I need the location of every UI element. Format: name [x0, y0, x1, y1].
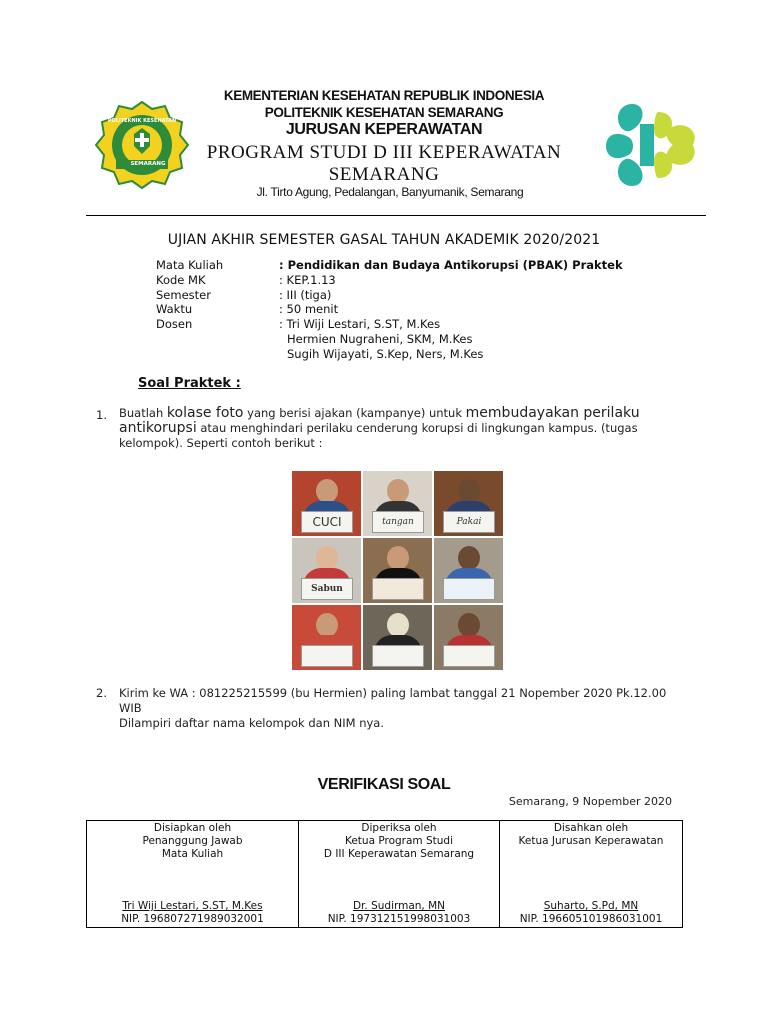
question-2-text	[119, 686, 699, 731]
prepared-name: Tri Wiji Lestari, S.ST, M.Kes	[122, 900, 263, 912]
program-city: SEMARANG	[328, 164, 440, 185]
checked-nip: NIP. 197312151998031003	[327, 913, 471, 925]
address: Jl. Tirto Agung, Pedalangan, Banyumanik, Semarang	[256, 185, 524, 199]
verification-title: VERIFIKASI SOAL	[317, 776, 451, 793]
q1-highlight-collage: kolase foto	[166, 405, 244, 421]
department-title: JURUSAN KEPERAWATAN	[285, 121, 483, 138]
checked-by: Diperiksa oleh	[361, 822, 437, 834]
value-course: : Pendidikan dan Budaya Antikorupsi (PBAK) Praktek	[279, 258, 623, 272]
checked-name: Dr. Sudirman, MN	[352, 900, 446, 912]
collage-photo	[363, 471, 432, 536]
q1-part-c: yang berisi ajakan (kampanye) untuk	[243, 406, 466, 420]
header-divider	[86, 215, 706, 216]
signature-cell-approved	[500, 821, 683, 928]
checked-role: Ketua Program Studi	[344, 835, 454, 847]
exam-title: UJIAN AKHIR SEMESTER GASAL TAHUN AKADEMIK 2020/2021	[167, 232, 601, 248]
value-time: : 50 menit	[279, 302, 339, 317]
checked-role-2: D III Keperawatan Semarang	[323, 848, 475, 860]
collage-sign	[372, 578, 424, 600]
signature-cell-prepared	[87, 821, 299, 928]
label-code: Kode MK	[156, 272, 206, 287]
q1-highlight-anticorruption: antikorupsi	[119, 420, 197, 436]
label-time: Waktu	[156, 302, 193, 317]
label-semester: Semester	[156, 287, 211, 302]
collage-sign	[443, 578, 495, 600]
collage-sign	[443, 645, 495, 667]
collage-sign: tangan	[372, 511, 424, 533]
q1-part-f: atau menghindari perilaku cenderung korupsi di lingkungan kampus. (tugas	[196, 421, 638, 435]
collage-photo	[434, 538, 503, 603]
prepared-role-2: Mata Kuliah	[161, 848, 224, 860]
logo-text-top: POLITEKNIK KESEHATAN	[107, 118, 177, 124]
approved-nip: NIP. 196605101986031001	[519, 913, 663, 925]
q1-part-g: kelompok). Seperti contoh berikut :	[119, 436, 323, 450]
label-lecturer: Dosen	[156, 317, 193, 332]
value-lecturer-2: Hermien Nugraheni, SKM, M.Kes	[287, 331, 473, 346]
question-2-number: 2.	[96, 686, 107, 700]
info-labels	[156, 258, 223, 332]
collage-sign: Pakai	[443, 511, 495, 533]
collage-sign	[372, 645, 424, 667]
polytechnic-title: POLITEKNIK KESEHATAN SEMARANG	[264, 105, 504, 120]
logo-text-bottom: SEMARANG	[130, 161, 166, 167]
question-1-text	[119, 406, 679, 451]
program-title: PROGRAM STUDI D III KEPERAWATAN	[206, 142, 562, 163]
verification-place-date: Semarang, 9 Nopember 2020	[508, 795, 672, 808]
q1-highlight-culture: membudayakan perilaku	[465, 405, 640, 421]
q2-line-1: Kirim ke WA : 081225215599 (bu Hermien) paling lambat tanggal 21 Nopember 2020 Pk.12.00	[119, 686, 667, 700]
signature-table	[86, 820, 683, 928]
example-photo-collage	[292, 471, 503, 670]
question-1-number: 1.	[96, 408, 107, 422]
value-lecturer-1: : Tri Wiji Lestari, S.ST, M.Kes	[279, 317, 441, 332]
prepared-nip: NIP. 196807271989032001	[121, 913, 264, 925]
collage-photo	[292, 538, 361, 603]
ministry-title: KEMENTERIAN KESEHATAN REPUBLIK INDONESIA	[223, 88, 545, 103]
value-code: : KEP.1.13	[279, 272, 336, 287]
q1-part-a: Buatlah	[119, 406, 167, 420]
collage-photo	[363, 538, 432, 603]
label-course: Mata Kuliah	[156, 258, 224, 272]
collage-photo	[292, 471, 361, 536]
prepared-role: Penanggung Jawab	[142, 835, 243, 847]
value-semester: : III (tiga)	[279, 287, 332, 302]
collage-photo	[434, 605, 503, 670]
value-lecturer-3: Sugih Wijayati, S.Kep, Ners, M.Kes	[287, 346, 484, 361]
q2-line-2: WIB	[119, 701, 142, 715]
collage-photo	[292, 605, 361, 670]
info-values	[279, 258, 623, 362]
approved-by: Disahkan oleh	[553, 822, 629, 834]
collage-sign: Sabun	[301, 578, 353, 600]
collage-photo	[363, 605, 432, 670]
collage-sign: CUCI	[301, 511, 353, 533]
approved-name: Suharto, S.Pd, MN	[543, 900, 639, 912]
collage-photo	[434, 471, 503, 536]
prepared-by: Disiapkan oleh	[153, 822, 232, 834]
q2-line-3: Dilampiri daftar nama kelompok dan NIM nya.	[119, 716, 385, 730]
section-title: Soal Praktek :	[138, 376, 241, 391]
approved-role: Ketua Jurusan Keperawatan	[518, 835, 664, 847]
collage-sign	[301, 645, 353, 667]
signature-cell-checked	[299, 821, 500, 928]
